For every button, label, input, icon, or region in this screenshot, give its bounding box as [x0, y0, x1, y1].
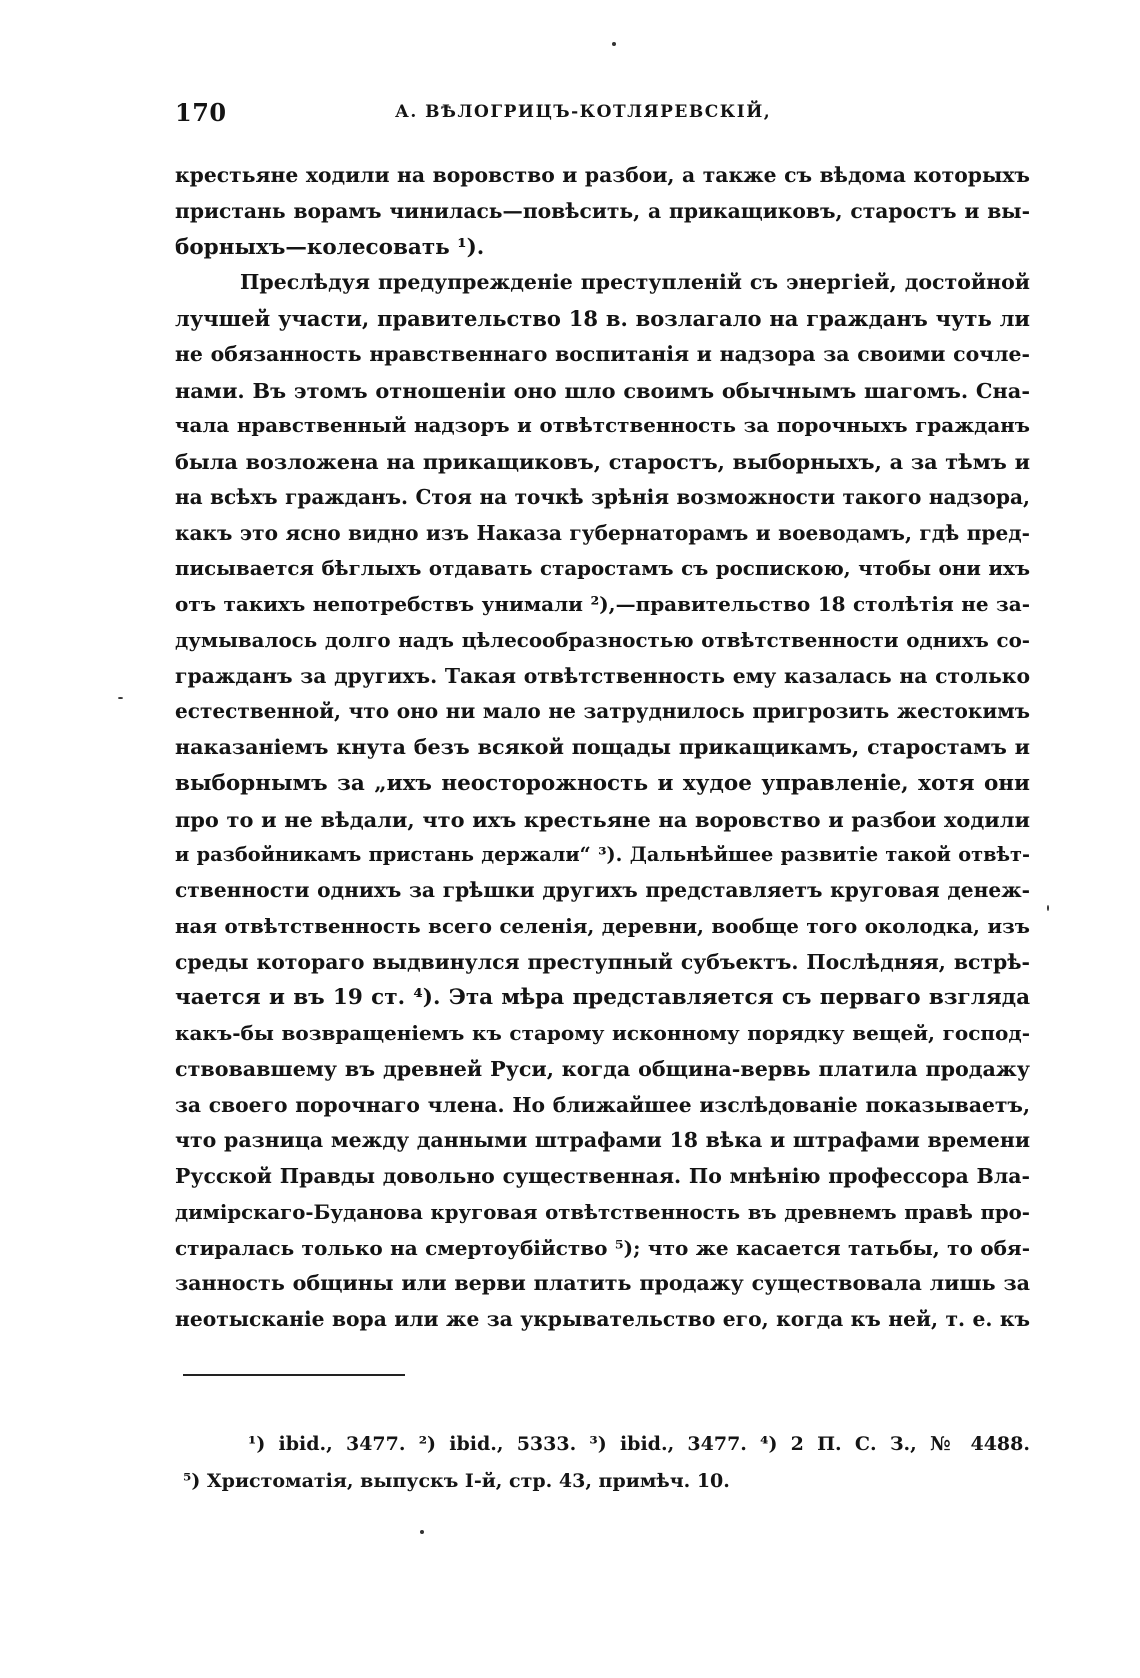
text-line: среды котораго выдвинулся преступный субъектъ. Послѣдняя, встрѣ-	[175, 949, 1030, 974]
scan-mark-left	[118, 697, 123, 699]
footnote-line: ⁵) Христоматія, выпускъ I-й, стр. 43, примѣч. 10.	[183, 1470, 730, 1492]
text-line: за своего порочнаго члена. Но ближайшее изслѣдованіе показываетъ,	[175, 1092, 1030, 1117]
footnote-divider	[183, 1374, 405, 1376]
text-line: ствовавшему въ древней Руси, когда община-вервь платила продажу	[175, 1056, 1030, 1081]
text-line: писывается бѣглыхъ отдавать старостамъ съ роспискою, чтобы они ихъ	[175, 556, 1030, 581]
text-line: пристань ворамъ чинилась—повѣсить, а прикащиковъ, старостъ и вы-	[175, 198, 1030, 223]
text-line: на всѣхъ гражданъ. Стоя на точкѣ зрѣнія возможности такого надзора,	[175, 484, 1030, 509]
text-line: димірскаго-Буданова круговая отвѣтственность въ древнемъ правѣ про-	[175, 1199, 1030, 1224]
text-line: какъ это ясно видно изъ Наказа губернаторамъ и воеводамъ, гдѣ пред-	[175, 520, 1030, 545]
text-line: стиралась только на смертоубійство ⁵); что же касается татьбы, то обя-	[175, 1235, 1030, 1260]
text-line: и разбойникамъ пристань держали“ ³). Дальнѣйшее развитіе такой отвѣт-	[175, 843, 1030, 867]
text-line: лучшей участи, правительство 18 в. возлагало на гражданъ чуть ли	[175, 306, 1030, 331]
text-line: Русской Правды довольно существенная. По мнѣнію профессора Вла-	[175, 1164, 1030, 1188]
text-line: Преслѣдуя предупрежденіе преступленій съ энергіей, достойной	[240, 270, 1030, 295]
text-line: что разница между данными штрафами 18 вѣка и штрафами времени	[175, 1128, 1030, 1153]
running-head: А. ВѢЛОГРИЦЪ-КОТЛЯРЕВСКІЙ,	[395, 102, 772, 122]
text-line: ственности однихъ за грѣшки другихъ представляетъ круговая денеж-	[175, 878, 1030, 902]
body-text	[175, 158, 1030, 1338]
text-line: чала нравственный надзоръ и отвѣтственность за порочныхъ гражданъ	[175, 413, 1030, 438]
text-line: думывалось долго надъ цѣлесообразностью отвѣтственности однихъ со-	[175, 627, 1030, 652]
text-line: борныхъ—колесовать ¹).	[175, 234, 485, 260]
page-header	[175, 98, 1030, 132]
text-line: не обязанность нравственнаго воспитанія и надзора за своими сочле-	[175, 341, 1030, 366]
text-line: ная отвѣтственность всего селенія, деревни, вообще того околодка, изъ	[175, 913, 1030, 938]
scan-mark-right	[1047, 905, 1049, 911]
text-line: занность общины или верви платить продажу существовала лишь за	[175, 1271, 1030, 1296]
text-line: была возложена на прикащиковъ, старостъ, выборныхъ, а за тѣмъ и	[175, 449, 1030, 474]
footnotes	[183, 1426, 1030, 1500]
text-line: какъ-бы возвращеніемъ къ старому исконному порядку вещей, господ-	[175, 1021, 1030, 1045]
scan-mark-top	[612, 42, 616, 46]
scan-mark-bottom	[420, 1530, 424, 1534]
text-line: выборнымъ за „ихъ неосторожность и худое управленіе, хотя они	[175, 770, 1030, 796]
page-number: 170	[175, 98, 227, 127]
text-line: гражданъ за другихъ. Такая отвѣтственность ему казалась на столько	[175, 663, 1030, 688]
text-line: наказаніемъ кнута безъ всякой пощады прикащикамъ, старостамъ и	[175, 735, 1030, 759]
text-line: чается и въ 19 ст. ⁴). Эта мѣра представляется съ перваго взгляда	[175, 985, 1030, 1011]
text-line: естественной, что оно ни мало не затруднилось пригрозить жестокимъ	[175, 699, 1030, 724]
text-line: крестьяне ходили на воровство и разбои, а также съ вѣдома которыхъ	[175, 163, 1030, 187]
text-line: неотысканіе вора или же за укрывательство его, когда къ ней, т. е. къ	[175, 1307, 1030, 1331]
footnote-line: ¹) ibid., 3477. ²) ibid., 5333. ³) ibid., 3477. ⁴) 2 П. С. З., № 4488.	[248, 1433, 1030, 1455]
text-line: про то и не вѣдали, что ихъ крестьяне на воровство и разбои ходили	[175, 806, 1030, 832]
text-line: нами. Въ этомъ отношеніи оно шло своимъ обычнымъ шагомъ. Сна-	[175, 377, 1030, 403]
text-line: отъ такихъ непотребствъ унимали ²),—правительство 18 столѣтія не за-	[175, 592, 1030, 616]
